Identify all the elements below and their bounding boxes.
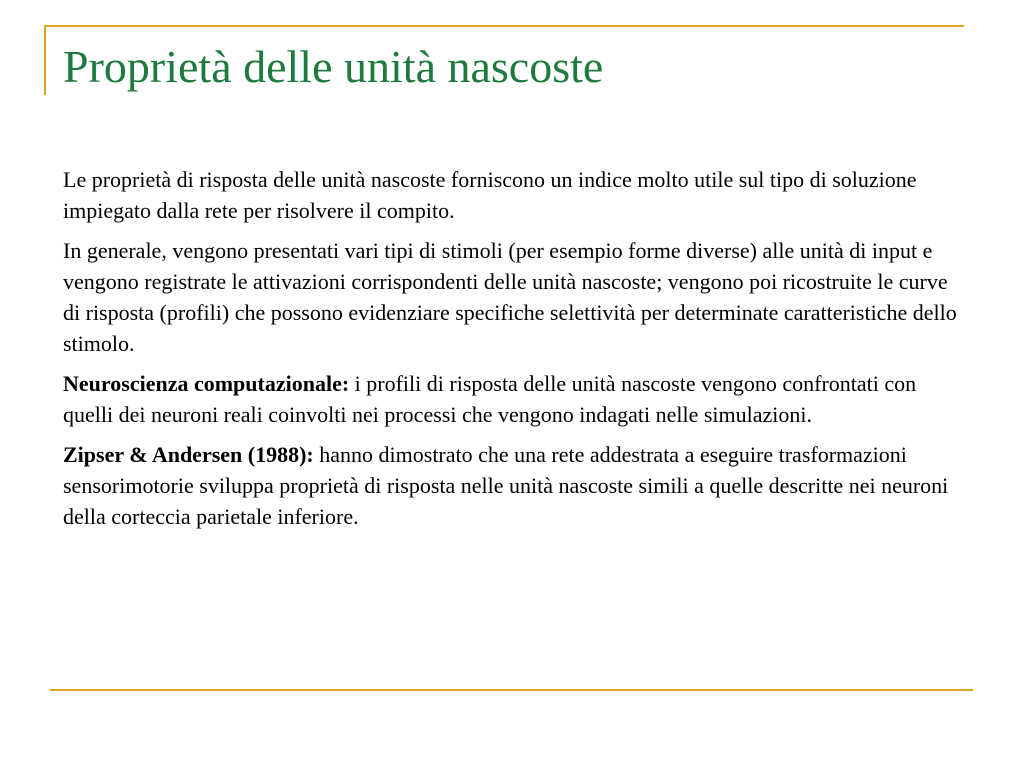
paragraph-3 [63, 368, 968, 430]
paragraph-1 [63, 164, 968, 226]
paragraph-4-lead: Zipser & Andersen (1988): [63, 442, 314, 467]
paragraph-2 [63, 235, 968, 359]
paragraph-2-text: In generale, vengono presentati vari tipi di stimoli (per esempio forme diverse) alle unità di input e vengono registrate le attivazioni corrispondenti delle unità nascoste; vengono poi ricostruite le curve di risposta (profili) che possono evidenziare specifiche selettività per determinate caratteristiche dello stimolo. [63, 238, 957, 356]
bottom-border-line [50, 689, 973, 691]
paragraph-4-text: hanno dimostrato che una rete addestrata a eseguire trasformazioni sensorimotorie sviluppa proprietà di risposta nelle unità nascoste simili a quelle descritte nei neuroni della corteccia parietale inferiore. [63, 442, 949, 529]
paragraph-4 [63, 439, 968, 532]
slide-body [63, 164, 968, 541]
paragraph-1-text: Le proprietà di risposta delle unità nascoste forniscono un indice molto utile sul tipo di soluzione impiegato dalla rete per risolvere il compito. [63, 167, 917, 223]
top-border-line [44, 25, 964, 27]
paragraph-3-text: i profili di risposta delle unità nascoste vengono confrontati con quelli dei neuroni reali coinvolti nei processi che vengono indagati nelle simulazioni. [63, 371, 917, 427]
left-border-line [44, 25, 46, 95]
paragraph-3-lead: Neuroscienza computazionale: [63, 371, 350, 396]
slide-title: Proprietà delle unità nascoste [63, 41, 604, 92]
